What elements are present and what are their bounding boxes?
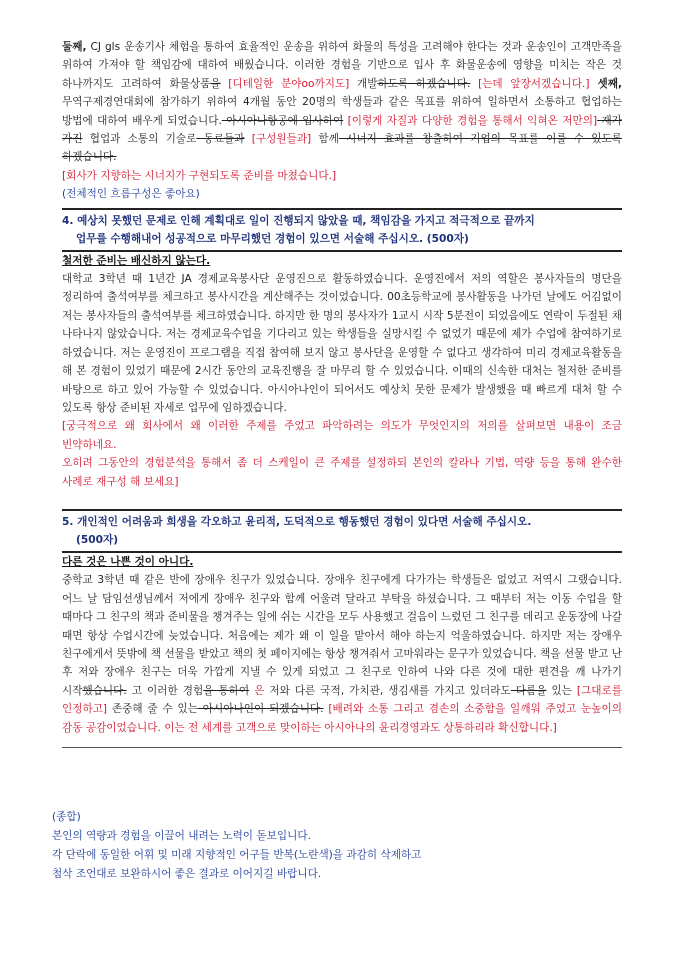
answer-4-body: 대학교 3학년 때 1년간 JA 경제교육봉사단 운영진으로 활동하였습니다. 운영진에서 저의 역할은 봉사자들의 명단을 정리하여 출석여부를 체크하고 봉사시간을 계산해주는 것이었습니다. 00초등학교에 봉사활동을 나가던 날에도 어김없이 저는 봉사자들의 출석여부를 체크하였습니다. 하지만 한 명의 봉사자가 1교시 시작 5분전이 되었음에도 연락이 두절된 채 나타나지 않았습니다. 저는 경제교육수업을 기다리고 있는 학생들을 실망시킬 수 없었기 때문에 제가 수업에 참여하기로 하였습니다. 저는 운영진이 프로그램을 직접 참여해 보지 않고 봉사단을 운영할 수 없다고 생각하여 미리 경제교육활동을 해 본 경험이 있었기 때문에 2시간 동안의 교육진행을 잘 마무리 할 수 있었습니다. 이때의 신속한 대처는 철저한 준비를 바탕으로 하고 있어 가능할 수 있었습니다. 아시아나인이 되어서도 예상치 못한 문제가 발생했을 때 빠르게 대처 할 수 있도록 항상 준비된 자세로 업무에 임하겠습니다. [62, 273, 622, 414]
answer-5-text-b: 고 이러한 경험 [126, 684, 204, 697]
strike-text: 을 [210, 77, 221, 90]
strike-text: 했습니다. [82, 684, 127, 697]
third-marker: 셋째, [589, 77, 622, 90]
summary-line-2: 각 단락에 동일한 어휘 및 미래 지향적인 어구들 반복(노란색)을 과감히 삭제하고 [52, 849, 422, 861]
question-5-box [62, 509, 622, 553]
section3-text-b: 개발 [349, 77, 378, 90]
strike-text: 아시아나인이 되겠습니다. [197, 703, 324, 716]
correction-text: [구성원들과] [244, 133, 312, 146]
second-marker: 둘째, [62, 41, 87, 53]
section3-text-a: CJ gls 운송기사 체험을 통하여 효율적인 운송을 위하여 화물의 특성을 고려해야 한다는 것과 운송인이 고객만족을 위하여 가져야 할 책임감에 대하여 배웠습니다. 이러한 경험을 기반으로 입사 후 화물운송에 영향을 미치는 작은 것 하나까지도 고려하여 화물상품 [62, 41, 622, 90]
correction-text: [그대로를 인정하고] [62, 684, 622, 716]
answer-5-text-d: 있는 [546, 684, 572, 697]
summary-line-1: 본인의 역량과 경험을 이끌어 내려는 노력이 돋보입니다. [52, 830, 311, 842]
answer-4-heading: 철저한 준비는 배신하지 않는다. [62, 254, 211, 267]
summary-line-3: 첨삭 조언대로 보완하시어 좋은 결과로 이어지길 바랍니다. [52, 868, 322, 880]
strike-text: 하도록 하겠습니다. [377, 77, 471, 90]
strike-text: 재가 가진 [62, 114, 622, 146]
strike-text: 동료들과 [196, 133, 245, 146]
strike-text: 을 통하여 [203, 684, 250, 697]
summary-title: (종합) [52, 811, 81, 823]
section-divider [62, 747, 622, 748]
strike-text: 아시아나항공에 입사하여 [221, 114, 344, 127]
question-4-box [62, 208, 622, 252]
section3-comment-line: (전체적인 흐름구성은 좋아요) [62, 188, 200, 201]
section3-text-d: 협업과 소통의 기술로 [82, 133, 197, 146]
strike-text: 시너지 효과를 창출하여 기업의 목표를 이룰 수 있도록 하겠습니다. [62, 133, 622, 164]
answer-5-text-c: 저와 다른 국적, 가치관, 생김새를 가지고 있더라도 [264, 684, 511, 697]
answer-4-correction-1: [궁극적으로 왜 회사에서 왜 이러한 주제를 주었고 파악하려는 의도가 무엇인지의 저의를 살펴보면 내용이 조금 빈약하네요. [62, 420, 622, 451]
essay-page [62, 38, 622, 748]
correction-text: [이렇게 자질과 다양한 경험을 통해서 익혀온 저만의] [343, 114, 598, 127]
section3-text-e: 함께 [311, 133, 339, 146]
section3-paragraph [62, 38, 622, 167]
summary-block [52, 808, 421, 884]
answer-5-heading: 다른 것은 나쁜 것이 아니다. [62, 555, 194, 568]
question-4-line1: 4. 예상치 못했던 문제로 인해 계획대로 일이 진행되지 않았을 때, 책임감을 가지고 적극적으로 끝까지 [62, 214, 535, 227]
section3-correction-line: [회사가 지향하는 시너지가 구현되도록 준비를 마쳤습니다.] [62, 169, 337, 182]
answer-5-body [62, 571, 622, 737]
strike-text: 다름을 [510, 684, 547, 697]
answer-5-text-e: 존중해 줄 수 있는 [107, 703, 198, 716]
answer-5-text-a: 중학교 3학년 때 같은 반에 장애우 친구가 있었습니다. 장애우 친구에게 다가가는 학생들은 없었고 저역시 그랬습니다. 어느 날 담임선생님께서 저에게 장애우 친구와 함께 어울려 달라고 부탁을 하셨습니다. 그 때부터 저는 이동 수업을 할 때마다 그 친구의 책과 준비물을 챙겨주는 일에 쉬는 시간을 모두 사용했고 걸음이 느렸던 그 친구를 데리고 운동장에 나갈 때면 항상 수업시간에 늦었습니다. 처음에는 제가 왜 이 일을 맡아서 해야 하는지 억울하였습니다. 하지만 저는 장애우 친구에게서 뜻밖에 책 선물을 받았고 책의 첫 페이지에는 항상 챙겨줘서 고마워라는 문구가 있었습니다. 책을 선물 받고 난 후 저와 장애우 친구는 더욱 가깝게 지낼 수 있게 되었고 그 친구로 인하여 나와 다른 것에 대한 편견을 깨 나가기 시작 [62, 574, 622, 697]
correction-text: [배려와 소통 그리고 겸손의 소중함을 일깨워 주었고 눈높이의 감동 공감이었습니다. 이는 전 세계를 고객으로 맞이하는 아시아나의 윤리경영과도 상통하리라 확신합니다.] [62, 703, 622, 734]
question-5-line1: 5. 개인적인 어려움과 희생을 각오하고 윤리적, 도덕적으로 행동했던 경험이 있다면 서술해 주십시오. [62, 515, 532, 528]
section3-text-c: 무역구제경연대회에 참가하기 위하여 4개월 동안 20명의 학생들과 같은 목표를 위하여 일하면서 소통하고 협업하는 방법에 대하여 배우게 되었습니다. [62, 96, 622, 127]
question-4-line2: 업무를 수행해내어 성공적으로 마무리했던 경험이 있으면 서술해 주십시오. (500자) [76, 232, 469, 245]
correction-text: [디테일한 분야oo까지도] [220, 77, 350, 90]
question-5-line2: (500자) [76, 533, 119, 546]
answer-4-correction-2: 오히려 그동안의 경험분석을 통해서 좀 더 스케일이 큰 주제를 설정하되 본인의 칼라나 기법, 역량 등을 통해 완수한 사례로 재구성 해 보세요] [62, 457, 622, 488]
correction-text: 은 [249, 684, 265, 697]
correction-text: [는데 앞장서겠습니다.] [470, 77, 590, 90]
